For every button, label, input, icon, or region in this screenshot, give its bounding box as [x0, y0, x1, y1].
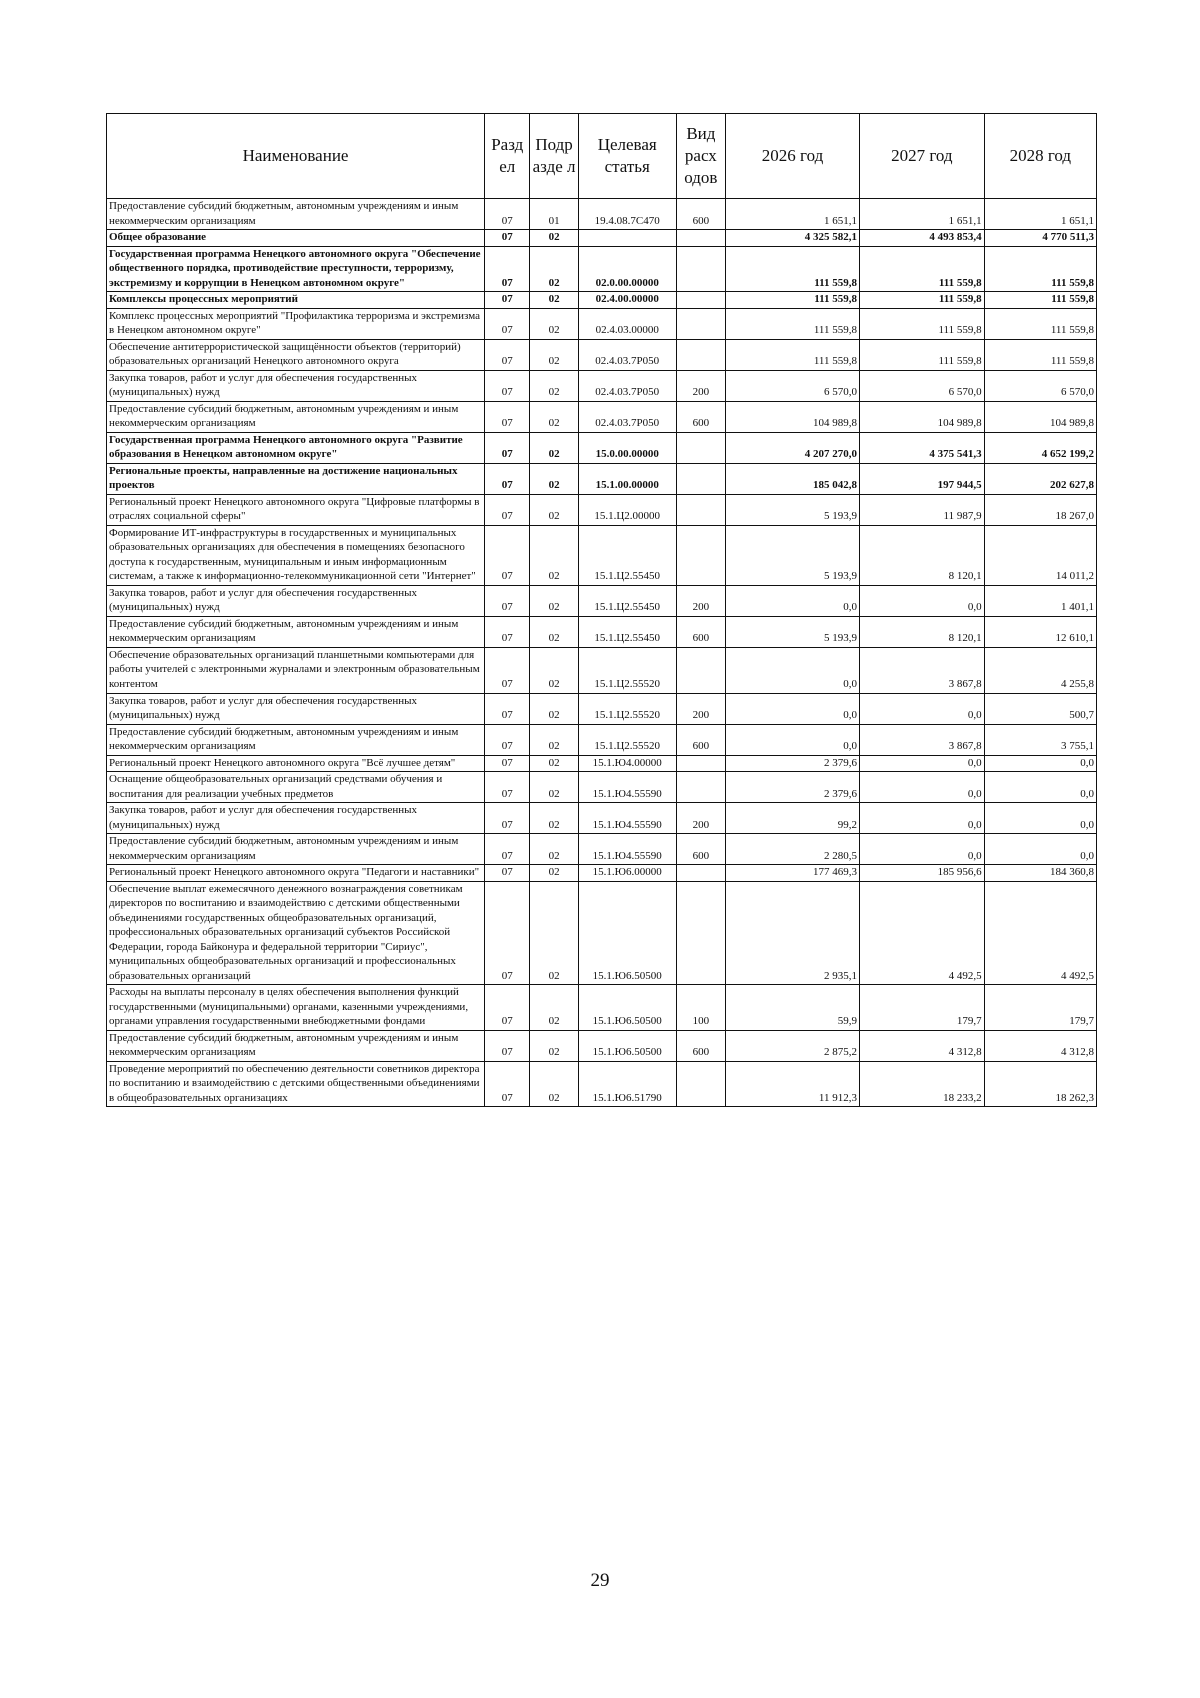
table-row: [107, 1030, 1097, 1061]
cell-2027: 0,0: [860, 693, 985, 724]
cell-section: 07: [485, 308, 530, 339]
cell-expense-type: [676, 463, 725, 494]
cell-name: Региональный проект Ненецкого автономного округа "Всё лучшее детям": [107, 755, 485, 772]
table-row: [107, 803, 1097, 834]
cell-target: 15.1.Ю6.51790: [578, 1061, 676, 1107]
cell-2027: 11 987,9: [860, 494, 985, 525]
cell-expense-type: 200: [676, 585, 725, 616]
cell-expense-type: 600: [676, 616, 725, 647]
cell-section: 07: [485, 755, 530, 772]
table-row: [107, 370, 1097, 401]
cell-section: 07: [485, 647, 530, 693]
cell-name: Обеспечение образовательных организаций планшетными компьютерами для работы учителей с электронными журналами и электронным образовательным контентом: [107, 647, 485, 693]
cell-2028: 18 262,3: [984, 1061, 1096, 1107]
col-header-name: Наименование: [107, 114, 485, 199]
cell-expense-type: 200: [676, 693, 725, 724]
cell-subsection: 02: [530, 370, 578, 401]
cell-2027: 0,0: [860, 772, 985, 803]
cell-2026: 111 559,8: [726, 292, 860, 309]
cell-section: 07: [485, 803, 530, 834]
table-row: [107, 616, 1097, 647]
cell-2028: 184 360,8: [984, 865, 1096, 882]
cell-expense-type: 200: [676, 803, 725, 834]
cell-2026: 0,0: [726, 724, 860, 755]
table-row: [107, 834, 1097, 865]
cell-2028: 6 570,0: [984, 370, 1096, 401]
cell-subsection: 02: [530, 755, 578, 772]
table-row: [107, 246, 1097, 292]
table-header: [107, 114, 1097, 199]
cell-2027: 0,0: [860, 585, 985, 616]
cell-2026: 5 193,9: [726, 525, 860, 585]
cell-target: 15.1.Ц2.55520: [578, 647, 676, 693]
cell-2028: 0,0: [984, 755, 1096, 772]
cell-2026: 0,0: [726, 693, 860, 724]
cell-expense-type: [676, 525, 725, 585]
cell-subsection: 02: [530, 246, 578, 292]
cell-expense-type: [676, 772, 725, 803]
cell-2028: 1 651,1: [984, 199, 1096, 230]
table-row: [107, 865, 1097, 882]
table-row: [107, 585, 1097, 616]
cell-subsection: 02: [530, 401, 578, 432]
cell-name: Закупка товаров, работ и услуг для обеспечения государственных (муниципальных) нужд: [107, 803, 485, 834]
cell-2028: 4 492,5: [984, 881, 1096, 985]
table-row: [107, 494, 1097, 525]
cell-target: 15.1.Ю6.50500: [578, 985, 676, 1031]
cell-2026: 2 379,6: [726, 755, 860, 772]
cell-2027: 179,7: [860, 985, 985, 1031]
cell-name: Региональный проект Ненецкого автономного округа "Цифровые платформы в отраслях социальной сферы": [107, 494, 485, 525]
cell-2026: 2 280,5: [726, 834, 860, 865]
table-row: [107, 693, 1097, 724]
cell-2027: 4 312,8: [860, 1030, 985, 1061]
table-row: [107, 308, 1097, 339]
budget-table: [106, 113, 1097, 1107]
cell-section: 07: [485, 834, 530, 865]
cell-section: 07: [485, 525, 530, 585]
cell-name: Региональный проект Ненецкого автономного округа "Педагоги и наставники": [107, 865, 485, 882]
cell-2028: 1 401,1: [984, 585, 1096, 616]
cell-section: 07: [485, 494, 530, 525]
cell-section: 07: [485, 463, 530, 494]
cell-2026: 2 935,1: [726, 881, 860, 985]
cell-2026: 0,0: [726, 585, 860, 616]
cell-2027: 8 120,1: [860, 616, 985, 647]
cell-section: 07: [485, 985, 530, 1031]
cell-subsection: 02: [530, 494, 578, 525]
cell-section: 07: [485, 772, 530, 803]
cell-target: 02.4.03.7Р050: [578, 370, 676, 401]
cell-2026: 185 042,8: [726, 463, 860, 494]
cell-target: 15.0.00.00000: [578, 432, 676, 463]
cell-expense-type: 200: [676, 370, 725, 401]
cell-2027: 4 375 541,3: [860, 432, 985, 463]
cell-target: 15.1.Ю4.00000: [578, 755, 676, 772]
cell-2026: 4 325 582,1: [726, 230, 860, 247]
cell-2028: 111 559,8: [984, 308, 1096, 339]
cell-name: Формирование ИТ-инфраструктуры в государственных и муниципальных образовательных организациях для обеспечения в помещениях безопасного доступа к государственным, муниципальным и иным информационным системам, а также к информационно-телекоммуникационной сети "Интернет": [107, 525, 485, 585]
cell-subsection: 01: [530, 199, 578, 230]
cell-2026: 177 469,3: [726, 865, 860, 882]
cell-2027: 185 956,6: [860, 865, 985, 882]
cell-name: Закупка товаров, работ и услуг для обеспечения государственных (муниципальных) нужд: [107, 693, 485, 724]
cell-2028: 3 755,1: [984, 724, 1096, 755]
cell-2026: 104 989,8: [726, 401, 860, 432]
cell-2026: 2 875,2: [726, 1030, 860, 1061]
cell-target: 15.1.Ц2.55520: [578, 693, 676, 724]
cell-name: Закупка товаров, работ и услуг для обеспечения государственных (муниципальных) нужд: [107, 370, 485, 401]
col-header-subsection: Подр азде л: [530, 114, 578, 199]
cell-expense-type: [676, 865, 725, 882]
cell-name: Комплекс процессных мероприятий "Профилактика терроризма и экстремизма в Ненецком автономном округе": [107, 308, 485, 339]
cell-name: Обеспечение антитеррористической защищённости объектов (территорий) образовательных организаций Ненецкого автономного округа: [107, 339, 485, 370]
cell-name: Предоставление субсидий бюджетным, автономным учреждениям и иным некоммерческим организациям: [107, 401, 485, 432]
cell-target: 15.1.Ю6.50500: [578, 881, 676, 985]
cell-2028: 179,7: [984, 985, 1096, 1031]
cell-2027: 111 559,8: [860, 292, 985, 309]
cell-section: 07: [485, 246, 530, 292]
cell-section: 07: [485, 1061, 530, 1107]
cell-2027: 6 570,0: [860, 370, 985, 401]
cell-2026: 59,9: [726, 985, 860, 1031]
cell-subsection: 02: [530, 803, 578, 834]
cell-2028: 104 989,8: [984, 401, 1096, 432]
table-row: [107, 199, 1097, 230]
col-header-target: Целевая статья: [578, 114, 676, 199]
cell-2028: 111 559,8: [984, 292, 1096, 309]
cell-section: 07: [485, 724, 530, 755]
cell-2027: 111 559,8: [860, 308, 985, 339]
cell-2026: 99,2: [726, 803, 860, 834]
cell-target: 02.4.03.00000: [578, 308, 676, 339]
cell-expense-type: 600: [676, 1030, 725, 1061]
table-row: [107, 724, 1097, 755]
cell-target: 15.1.Ю4.55590: [578, 772, 676, 803]
cell-2028: 4 312,8: [984, 1030, 1096, 1061]
cell-subsection: 02: [530, 292, 578, 309]
cell-expense-type: [676, 308, 725, 339]
cell-2026: 4 207 270,0: [726, 432, 860, 463]
cell-section: 07: [485, 230, 530, 247]
cell-subsection: 02: [530, 525, 578, 585]
table-row: [107, 772, 1097, 803]
cell-2028: 111 559,8: [984, 246, 1096, 292]
cell-expense-type: [676, 292, 725, 309]
cell-target: 02.4.03.7Р050: [578, 339, 676, 370]
cell-2028: 0,0: [984, 772, 1096, 803]
cell-name: Оснащение общеобразовательных организаций средствами обучения и воспитания для реализации учебных предметов: [107, 772, 485, 803]
cell-2026: 5 193,9: [726, 616, 860, 647]
table-row: [107, 463, 1097, 494]
cell-expense-type: [676, 494, 725, 525]
cell-2027: 111 559,8: [860, 246, 985, 292]
cell-subsection: 02: [530, 616, 578, 647]
cell-2027: 0,0: [860, 834, 985, 865]
cell-target: 15.1.Ц2.00000: [578, 494, 676, 525]
cell-expense-type: [676, 755, 725, 772]
table-row: [107, 985, 1097, 1031]
cell-subsection: 02: [530, 1061, 578, 1107]
cell-subsection: 02: [530, 881, 578, 985]
cell-section: 07: [485, 339, 530, 370]
cell-target: 02.0.00.00000: [578, 246, 676, 292]
cell-2026: 6 570,0: [726, 370, 860, 401]
table-row: [107, 755, 1097, 772]
cell-subsection: 02: [530, 647, 578, 693]
cell-2027: 0,0: [860, 755, 985, 772]
cell-name: Обеспечение выплат ежемесячного денежного вознаграждения советникам директоров по воспитанию и взаимодействию с детскими общественными объединениями государственных общеобразовательных организаций, профессиональных образовательных организаций субъектов Российской Федерации, города Байконура и федеральной территории "Сириус", муниципальных общеобразовательных организаций и профессиональных образовательных организаций: [107, 881, 485, 985]
cell-2027: 104 989,8: [860, 401, 985, 432]
cell-section: 07: [485, 881, 530, 985]
table-row: [107, 647, 1097, 693]
cell-name: Предоставление субсидий бюджетным, автономным учреждениям и иным некоммерческим организациям: [107, 616, 485, 647]
cell-2027: 1 651,1: [860, 199, 985, 230]
cell-subsection: 02: [530, 432, 578, 463]
cell-2028: 4 255,8: [984, 647, 1096, 693]
cell-expense-type: 600: [676, 724, 725, 755]
cell-subsection: 02: [530, 308, 578, 339]
cell-2028: 0,0: [984, 834, 1096, 865]
cell-section: 07: [485, 292, 530, 309]
cell-subsection: 02: [530, 585, 578, 616]
cell-expense-type: [676, 432, 725, 463]
cell-subsection: 02: [530, 985, 578, 1031]
cell-2026: 11 912,3: [726, 1061, 860, 1107]
cell-subsection: 02: [530, 834, 578, 865]
cell-2028: 12 610,1: [984, 616, 1096, 647]
cell-name: Комплексы процессных мероприятий: [107, 292, 485, 309]
cell-target: 15.1.Ю4.55590: [578, 834, 676, 865]
cell-subsection: 02: [530, 693, 578, 724]
cell-2027: 197 944,5: [860, 463, 985, 494]
cell-section: 07: [485, 693, 530, 724]
table-row: [107, 432, 1097, 463]
cell-section: 07: [485, 401, 530, 432]
cell-2027: 3 867,8: [860, 647, 985, 693]
cell-2026: 5 193,9: [726, 494, 860, 525]
cell-2027: 0,0: [860, 803, 985, 834]
cell-name: Предоставление субсидий бюджетным, автономным учреждениям и иным некоммерческим организациям: [107, 834, 485, 865]
cell-name: Предоставление субсидий бюджетным, автономным учреждениям и иным некоммерческим организациям: [107, 724, 485, 755]
cell-subsection: 02: [530, 463, 578, 494]
cell-name: Проведение мероприятий по обеспечению деятельности советников директора по воспитанию и взаимодействию с детскими общественными объединениями в общеобразовательных организациях: [107, 1061, 485, 1107]
cell-2028: 4 770 511,3: [984, 230, 1096, 247]
cell-expense-type: [676, 881, 725, 985]
cell-2026: 111 559,8: [726, 339, 860, 370]
cell-target: 15.1.Ю4.55590: [578, 803, 676, 834]
col-header-section: Разд ел: [485, 114, 530, 199]
cell-expense-type: [676, 1061, 725, 1107]
cell-target: 19.4.08.7С470: [578, 199, 676, 230]
col-header-expense-type: Вид расх одов: [676, 114, 725, 199]
table-row: [107, 401, 1097, 432]
cell-section: 07: [485, 865, 530, 882]
col-header-2028: 2028 год: [984, 114, 1096, 199]
table-row: [107, 230, 1097, 247]
cell-target: 02.4.00.00000: [578, 292, 676, 309]
cell-name: Предоставление субсидий бюджетным, автономным учреждениям и иным некоммерческим организациям: [107, 1030, 485, 1061]
table-row: [107, 1061, 1097, 1107]
cell-expense-type: 600: [676, 834, 725, 865]
cell-target: 15.1.00.00000: [578, 463, 676, 494]
page-number: 29: [590, 1570, 610, 1591]
cell-subsection: 02: [530, 339, 578, 370]
cell-2026: 111 559,8: [726, 308, 860, 339]
cell-2028: 0,0: [984, 803, 1096, 834]
cell-2026: 1 651,1: [726, 199, 860, 230]
cell-name: Закупка товаров, работ и услуг для обеспечения государственных (муниципальных) нужд: [107, 585, 485, 616]
cell-expense-type: [676, 230, 725, 247]
cell-section: 07: [485, 616, 530, 647]
cell-target: 15.1.Ц2.55450: [578, 585, 676, 616]
table-row: [107, 525, 1097, 585]
cell-target: 15.1.Ц2.55450: [578, 525, 676, 585]
cell-2028: 14 011,2: [984, 525, 1096, 585]
cell-section: 07: [485, 370, 530, 401]
cell-subsection: 02: [530, 230, 578, 247]
cell-expense-type: [676, 246, 725, 292]
cell-target: 15.1.Ю6.50500: [578, 1030, 676, 1061]
cell-2028: 18 267,0: [984, 494, 1096, 525]
cell-section: 07: [485, 199, 530, 230]
cell-2027: 8 120,1: [860, 525, 985, 585]
cell-expense-type: 600: [676, 401, 725, 432]
cell-2027: 111 559,8: [860, 339, 985, 370]
table-row: [107, 292, 1097, 309]
cell-expense-type: [676, 339, 725, 370]
cell-2027: 4 493 853,4: [860, 230, 985, 247]
cell-2027: 3 867,8: [860, 724, 985, 755]
cell-expense-type: [676, 647, 725, 693]
cell-target: 15.1.Ю6.00000: [578, 865, 676, 882]
cell-2026: 2 379,6: [726, 772, 860, 803]
cell-2028: 202 627,8: [984, 463, 1096, 494]
cell-section: 07: [485, 585, 530, 616]
cell-name: Государственная программа Ненецкого автономного округа "Развитие образования в Ненецком автономном округе": [107, 432, 485, 463]
table-row: [107, 339, 1097, 370]
cell-name: Государственная программа Ненецкого автономного округа "Обеспечение общественного порядка, противодействие преступности, терроризму, экстремизму и коррупции в Ненецком автономном округе": [107, 246, 485, 292]
cell-target: 15.1.Ц2.55520: [578, 724, 676, 755]
cell-expense-type: 100: [676, 985, 725, 1031]
table-body: [107, 199, 1097, 1107]
cell-subsection: 02: [530, 865, 578, 882]
table-row: [107, 881, 1097, 985]
cell-subsection: 02: [530, 724, 578, 755]
cell-2028: 500,7: [984, 693, 1096, 724]
cell-2028: 4 652 199,2: [984, 432, 1096, 463]
cell-name: Расходы на выплаты персоналу в целях обеспечения выполнения функций государственными (муниципальными) органами, казенными учреждениями, органами управления государственными внебюджетными фондами: [107, 985, 485, 1031]
cell-section: 07: [485, 432, 530, 463]
cell-target: 15.1.Ц2.55450: [578, 616, 676, 647]
cell-expense-type: 600: [676, 199, 725, 230]
col-header-2026: 2026 год: [726, 114, 860, 199]
cell-2026: 0,0: [726, 647, 860, 693]
cell-target: 02.4.03.7Р050: [578, 401, 676, 432]
cell-name: Общее образование: [107, 230, 485, 247]
cell-2028: 111 559,8: [984, 339, 1096, 370]
cell-subsection: 02: [530, 772, 578, 803]
cell-2027: 18 233,2: [860, 1061, 985, 1107]
cell-target: [578, 230, 676, 247]
cell-subsection: 02: [530, 1030, 578, 1061]
cell-2027: 4 492,5: [860, 881, 985, 985]
cell-name: Региональные проекты, направленные на достижение национальных проектов: [107, 463, 485, 494]
col-header-2027: 2027 год: [860, 114, 985, 199]
cell-2026: 111 559,8: [726, 246, 860, 292]
cell-section: 07: [485, 1030, 530, 1061]
cell-name: Предоставление субсидий бюджетным, автономным учреждениям и иным некоммерческим организациям: [107, 199, 485, 230]
